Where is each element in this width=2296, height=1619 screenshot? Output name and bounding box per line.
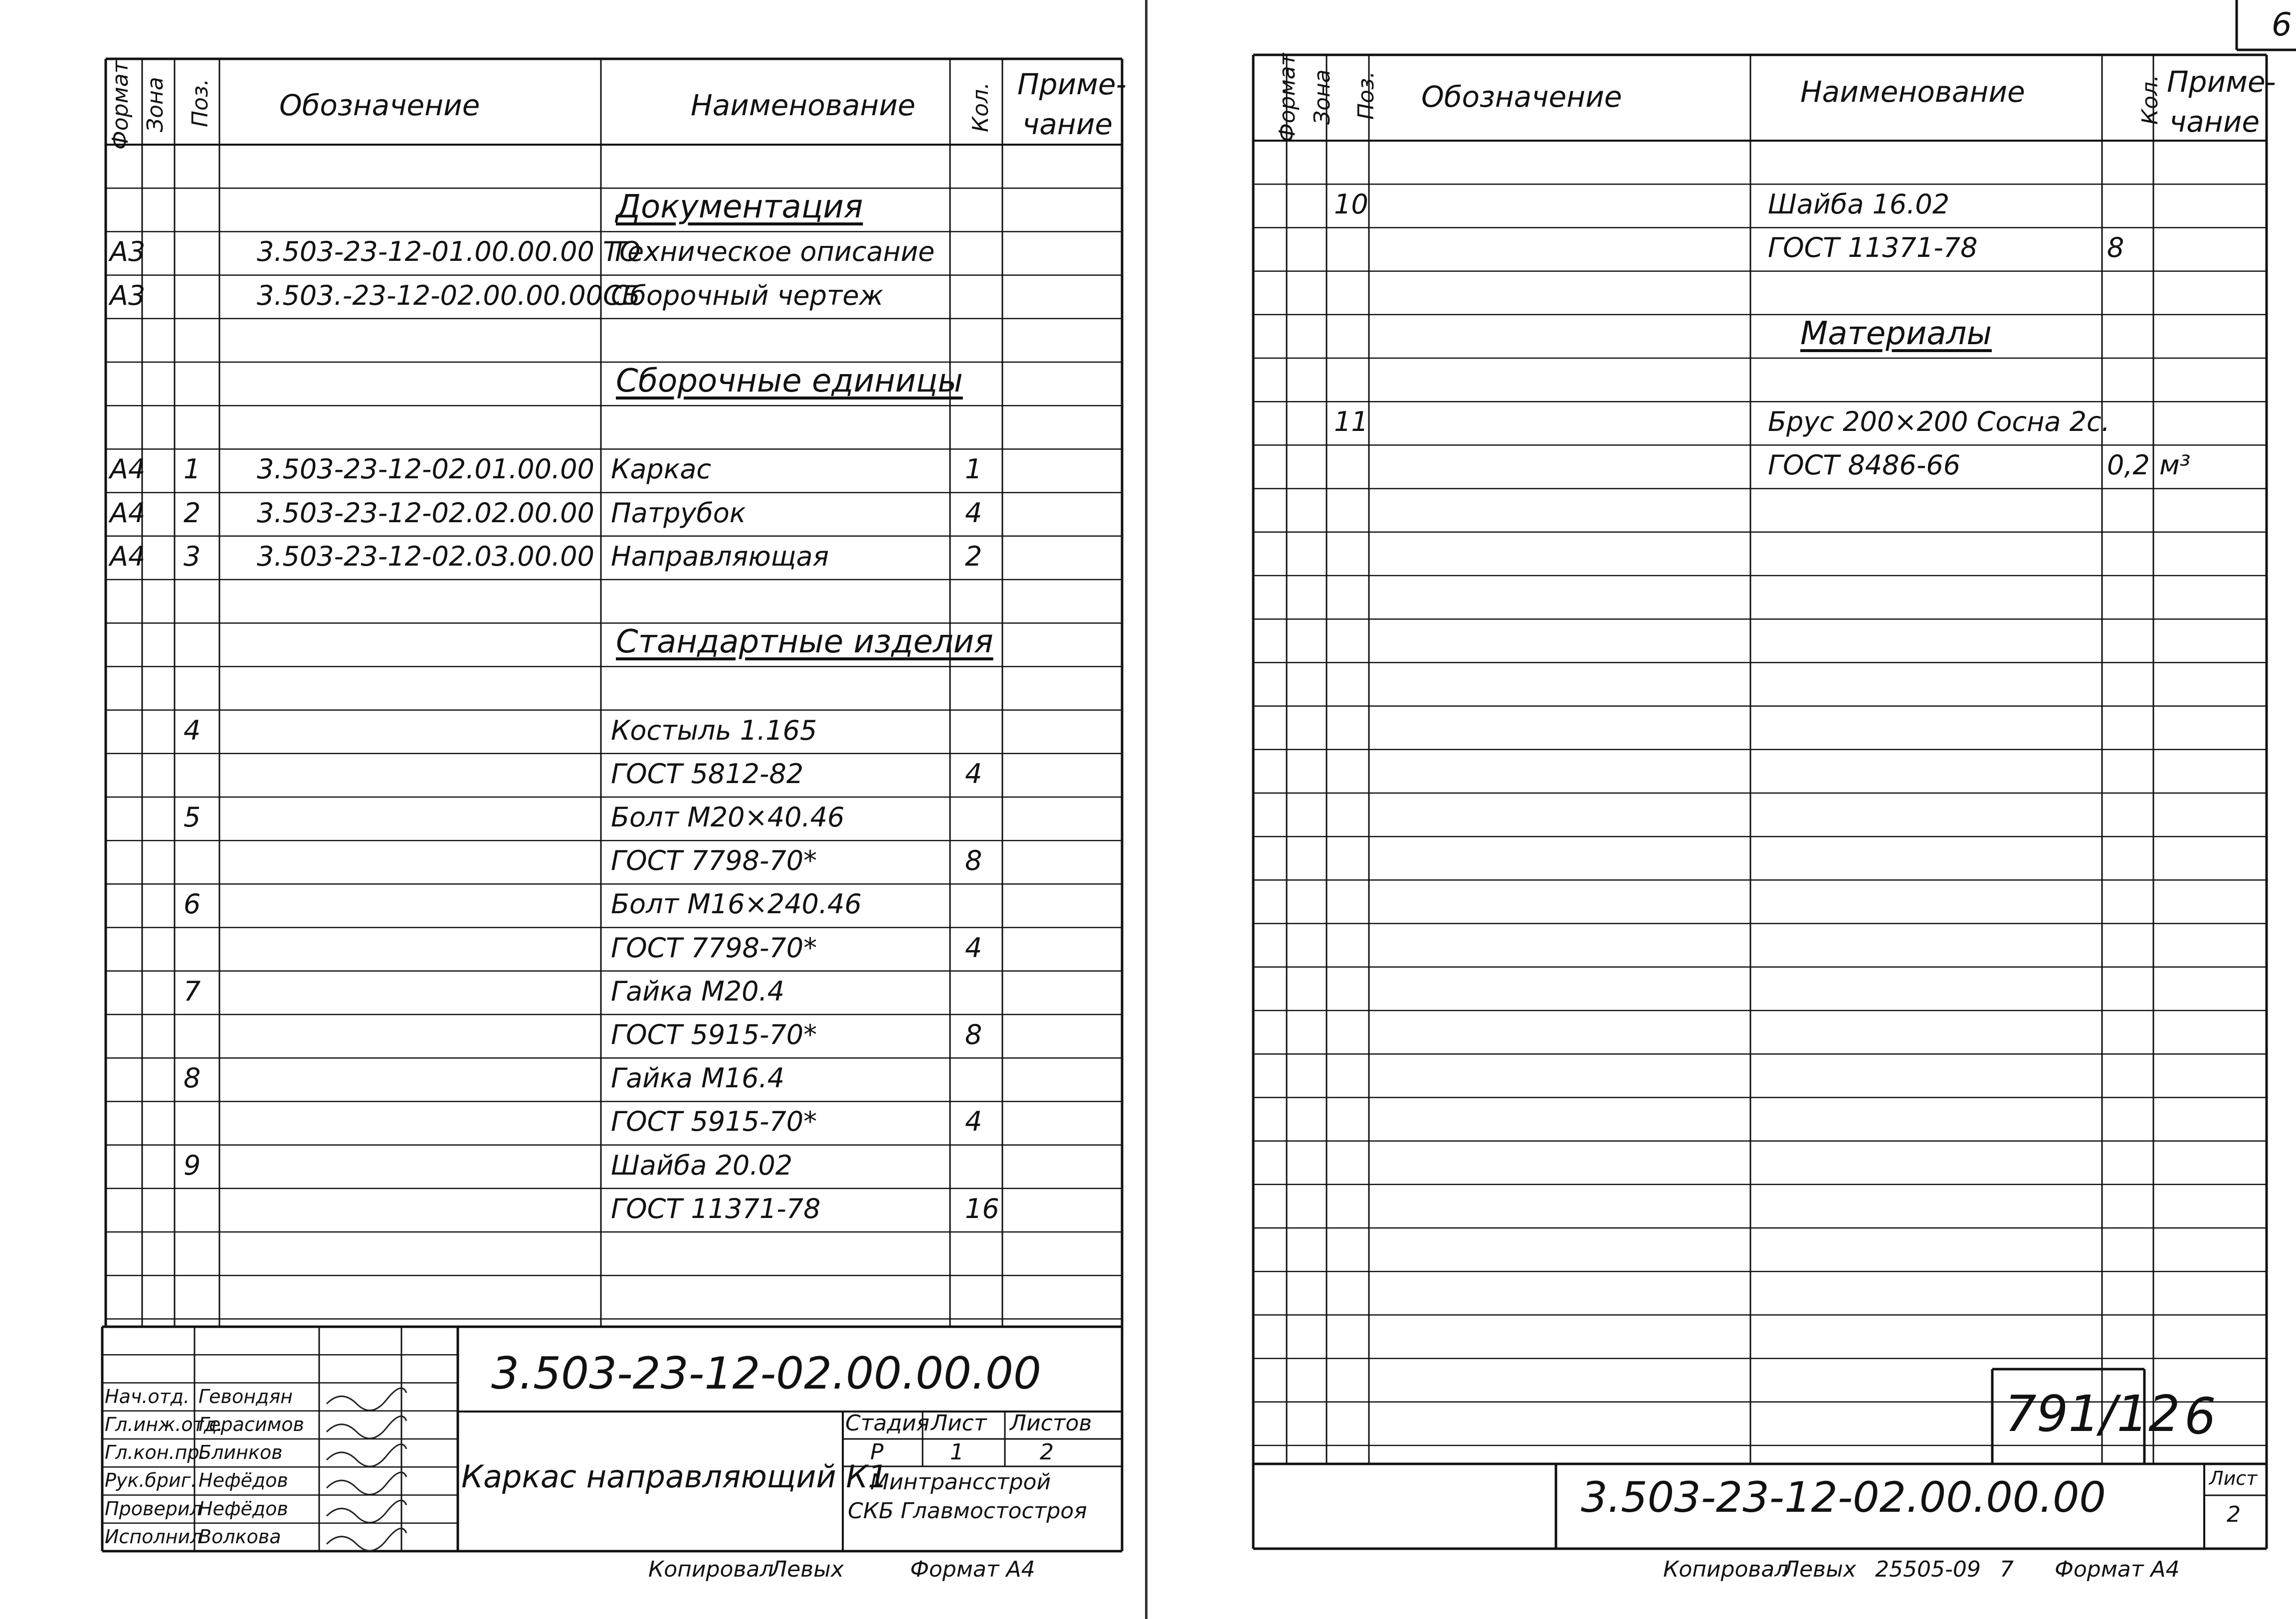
row-name: Костыль 1.165	[611, 714, 817, 746]
header-designation: Обозначение	[279, 88, 480, 122]
header-note-1: Приме-	[1017, 67, 1127, 101]
right-header-note-2: чание	[2169, 105, 2260, 139]
left-doc-number: 3.503-23-12-02.00.00.00	[491, 1348, 1041, 1399]
right-format-note: Формат А4	[2055, 1557, 2180, 1582]
role-label: Гл.инж.отд.	[105, 1413, 223, 1435]
row-name: Сборочный чертеж	[611, 279, 884, 311]
row-qty: 8	[2107, 232, 2124, 264]
right-header-note-1: Приме-	[2167, 65, 2276, 99]
row-name: Гайка М16.4	[611, 1062, 784, 1094]
row-pos: 4	[184, 714, 201, 746]
row-pos: 6	[184, 888, 201, 920]
org-line-2: СКБ Главмостостроя	[848, 1498, 1087, 1524]
row-qty: 4	[965, 497, 982, 529]
row-name: Каркас	[611, 453, 712, 485]
signer-name: Гевондян	[198, 1385, 293, 1408]
row-pos: 2	[184, 497, 201, 529]
row-name: Шайба 20.02	[611, 1149, 793, 1181]
row-name: ГОСТ 5915-70*	[611, 1019, 817, 1050]
section-heading: Стандартные изделия	[616, 623, 993, 661]
stamp-page-number: 6	[2184, 1387, 2216, 1445]
handwritten-signature	[327, 1472, 406, 1495]
row-name: Болт М20×40.46	[611, 802, 845, 833]
row-designation: 3.503-23-12-02.01.00.00	[257, 453, 594, 485]
row-name: Болт М16×240.46	[611, 888, 862, 920]
right-sheet	[1147, 0, 2296, 1619]
header-zone: Зона	[143, 77, 168, 132]
handwritten-signature	[327, 1388, 406, 1411]
right-footer-page: 7	[2000, 1557, 2014, 1582]
role-label: Гл.кон.пр.	[105, 1441, 205, 1463]
signer-name: Волкова	[198, 1525, 281, 1548]
section-heading: Сборочные единицы	[616, 363, 963, 400]
row-name: ГОСТ 11371-78	[611, 1193, 821, 1224]
sheet-label: Лист	[931, 1411, 987, 1436]
row-name: Патрубок	[611, 497, 746, 529]
row-qty: 8	[965, 1019, 982, 1050]
row-format: А4	[110, 540, 146, 572]
left-sheet	[0, 0, 1147, 1619]
row-pos: 11	[1334, 406, 1368, 438]
row-qty: 8	[965, 845, 982, 877]
handwritten-signature	[327, 1528, 406, 1551]
row-designation: 3.503-23-12-02.03.00.00	[257, 540, 594, 572]
row-name: Шайба 16.02	[1768, 189, 1950, 220]
left-title: Каркас направляющий К1	[461, 1458, 888, 1495]
row-pos: 1	[184, 453, 201, 485]
role-label: Нач.отд.	[105, 1385, 190, 1408]
handwritten-signature	[327, 1500, 406, 1523]
section-heading: Документация	[616, 189, 863, 226]
stage-label: Стадия	[845, 1411, 930, 1436]
header-format: Формат	[108, 60, 133, 150]
sheets-label: Листов	[1010, 1411, 1092, 1436]
header-qty: Кол.	[968, 82, 993, 132]
right-sheet-value: 2	[2227, 1502, 2241, 1527]
right-header-zone: Зона	[1310, 69, 1335, 125]
handwritten-signature	[327, 1444, 406, 1467]
row-qty: 2	[965, 540, 982, 572]
sheets-value: 2	[1040, 1439, 1054, 1465]
right-header-name: Наименование	[1800, 75, 2025, 109]
role-label: Исполнил	[105, 1525, 202, 1548]
row-format: А4	[110, 497, 146, 529]
copier-name: Левых	[770, 1557, 844, 1582]
row-pos: 8	[184, 1062, 201, 1094]
row-pos: 7	[184, 975, 201, 1007]
right-copied-label: Копировал	[1663, 1557, 1789, 1582]
row-format: А3	[110, 279, 146, 311]
row-designation: 3.503-23-12-02.02.00.00	[257, 497, 594, 529]
corner-page-number: 6	[2272, 6, 2292, 43]
row-format: А4	[110, 453, 146, 485]
row-name: ГОСТ 5915-70*	[611, 1106, 817, 1138]
signer-name: Герасимов	[198, 1413, 304, 1435]
section-heading: Материалы	[1800, 315, 1992, 352]
row-pos: 10	[1334, 189, 1368, 220]
row-pos: 3	[184, 540, 201, 572]
row-format: А3	[110, 236, 146, 268]
row-name: ГОСТ 5812-82	[611, 758, 804, 790]
row-qty: 1	[965, 453, 982, 485]
row-name: Гайка М20.4	[611, 975, 784, 1007]
header-name: Наименование	[691, 88, 916, 122]
signer-name: Нефёдов	[198, 1497, 288, 1520]
format-note: Формат А4	[910, 1557, 1035, 1582]
row-qty: 0,2	[2107, 449, 2150, 481]
right-header-format: Формат	[1275, 53, 1300, 142]
header-pos: Поз.	[188, 78, 213, 127]
order-number: 791/12	[2005, 1385, 2180, 1443]
sheet-value: 1	[950, 1439, 964, 1465]
right-header-pos: Поз.	[1353, 71, 1379, 120]
row-designation: 3.503-23-12-01.00.00.00 ТО	[257, 236, 641, 268]
stage-value: Р	[870, 1439, 884, 1465]
row-qty: 4	[965, 932, 982, 964]
right-header-qty: Кол.	[2137, 74, 2163, 125]
signer-name: Блинков	[198, 1441, 283, 1463]
copied-label: Копировал	[648, 1557, 774, 1582]
right-order-ref: 25505-09	[1875, 1557, 1981, 1582]
row-qty: 4	[965, 1106, 982, 1138]
row-name: ГОСТ 7798-70*	[611, 845, 817, 877]
org-line-1: Минтрансстрой	[870, 1469, 1051, 1495]
header-note-2: чание	[1022, 107, 1113, 141]
role-label: Рук.бриг.	[105, 1469, 197, 1492]
row-designation: 3.503.-23-12-02.00.00.00СБ	[257, 279, 640, 311]
row-qty: 4	[965, 758, 982, 790]
right-header-designation: Обозначение	[1421, 80, 1622, 114]
right-doc-number: 3.503-23-12-02.00.00.00	[1581, 1473, 2106, 1522]
row-qty: 16	[965, 1193, 999, 1224]
row-name: Направляющая	[611, 540, 829, 572]
role-label: Проверил	[105, 1497, 202, 1520]
row-name: Брус 200×200 Сосна 2с.	[1768, 406, 2110, 438]
row-pos: 9	[184, 1149, 201, 1181]
row-pos: 5	[184, 802, 201, 833]
signer-name: Нефёдов	[198, 1469, 288, 1492]
right-copier-name: Левых	[1783, 1557, 1856, 1582]
row-name: Техническое описание	[611, 236, 935, 268]
handwritten-signature	[327, 1416, 406, 1438]
row-name: ГОСТ 8486-66	[1768, 449, 1961, 481]
right-sheet-label: Лист	[2209, 1467, 2258, 1489]
row-note: м³	[2159, 449, 2191, 481]
row-name: ГОСТ 7798-70*	[611, 932, 817, 964]
row-name: ГОСТ 11371-78	[1768, 232, 1978, 264]
